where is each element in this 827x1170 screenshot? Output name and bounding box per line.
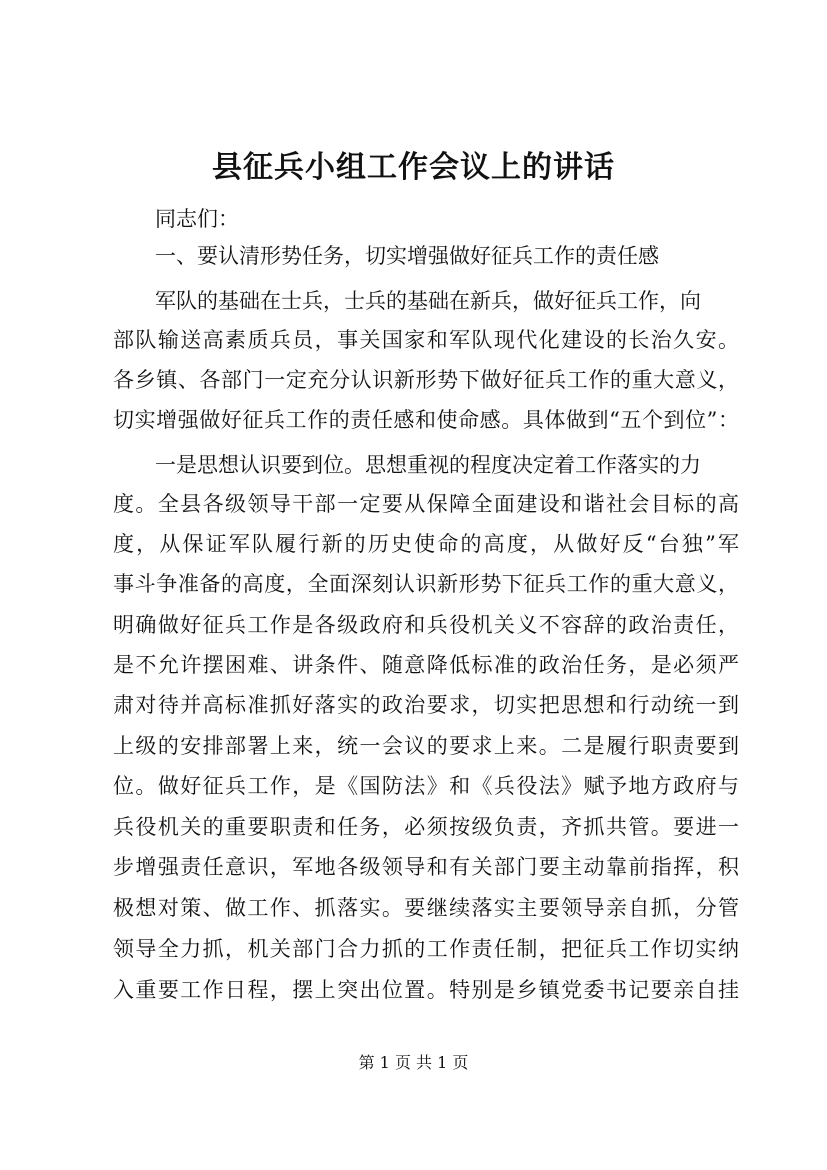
paragraph-line: 入重要工作日程，摆上突出位置。特别是乡镇党委书记要亲自挂: [113, 978, 739, 1002]
paragraph-line: 步增强责任意识，军地各级领导和有关部门要主动靠前指挥，积: [113, 855, 739, 879]
paragraph-line: 肃对待并高标准抓好落实的政治要求，切实把思想和行动统一到: [113, 693, 739, 717]
paragraph-line: 极想对策、做工作、抓落实。要继续落实主要领导亲自抓，分管: [113, 896, 739, 920]
paragraph-line: 度，从保证军队履行新的历史使命的高度，从做好反“台独”军: [113, 532, 739, 556]
paragraph-line: 上级的安排部署上来，统一会议的要求上来。二是履行职责要到: [113, 734, 739, 758]
paragraph-line: 军队的基础在士兵，士兵的基础在新兵，做好征兵工作，向: [155, 289, 701, 313]
paragraph-line: 位。做好征兵工作，是《国防法》和《兵役法》赋予地方政府与: [113, 774, 739, 798]
paragraph-line: 明确做好征兵工作是各级政府和兵役机关义不容辞的政治责任，: [113, 613, 739, 637]
page-number-footer: 第 1 页 共 1 页: [358, 1053, 469, 1072]
paragraph-line: 部队输送高素质兵员，事关国家和军队现代化建设的长治久安。: [113, 328, 739, 352]
section-heading: 一、要认清形势任务，切实增强做好征兵工作的责任感: [155, 244, 659, 268]
document-title: 县征兵小组工作会议上的讲话: [212, 150, 615, 185]
paragraph-line: 兵役机关的重要职责和任务，必须按级负责，齐抓共管。要进一: [113, 815, 739, 839]
salutation: 同志们：: [155, 207, 239, 231]
paragraph-line: 是不允许摆困难、讲条件、随意降低标准的政治任务，是必须严: [113, 653, 739, 677]
paragraph-line: 切实增强做好征兵工作的责任感和使命感。具体做到“五个到位”：: [113, 408, 739, 432]
paragraph-line: 度。全县各级领导干部一定要从保障全面建设和谐社会目标的高: [113, 492, 739, 516]
paragraph-line: 各乡镇、各部门一定充分认识新形势下做好征兵工作的重大意义，: [113, 368, 739, 392]
paragraph-line: 事斗争准备的高度，全面深刻认识新形势下征兵工作的重大意义，: [113, 572, 739, 596]
paragraph-line: 一是思想认识要到位。思想重视的程度决定着工作落实的力: [155, 453, 701, 477]
paragraph-line: 领导全力抓，机关部门合力抓的工作责任制，把征兵工作切实纳: [113, 937, 739, 961]
